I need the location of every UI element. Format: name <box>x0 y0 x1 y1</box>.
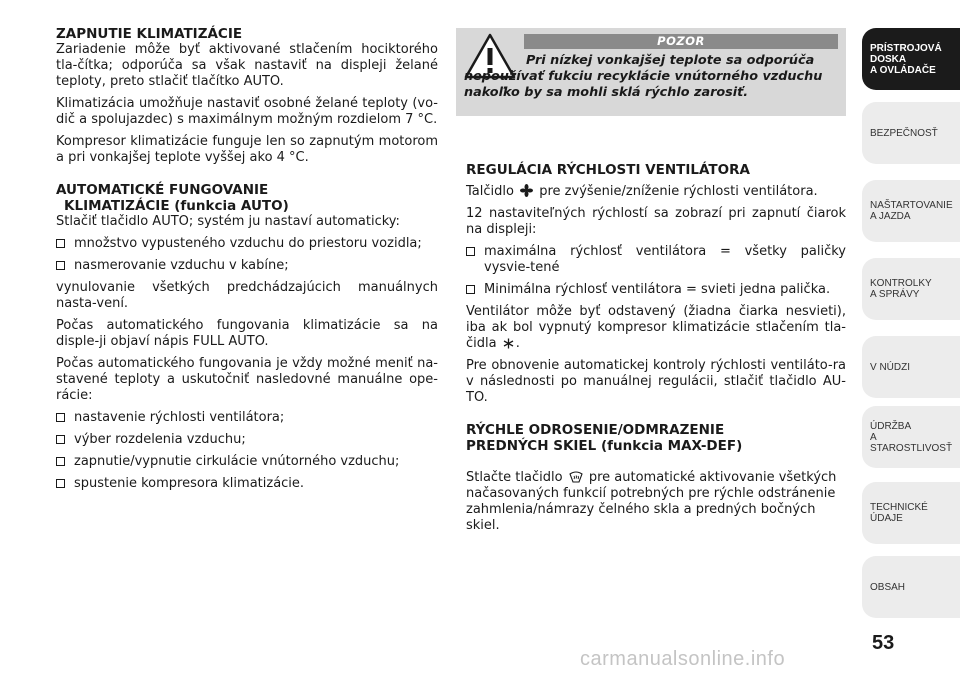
list-item <box>56 432 438 448</box>
tab-label: KONTROLKY A SPRÁVY <box>870 278 932 300</box>
tab-label: PRÍSTROJOVÁ DOSKA A OVLÁDAČE <box>870 42 942 76</box>
tab-obsah[interactable] <box>862 556 960 618</box>
heading-regulacia: REGULÁCIA RÝCHLOSTI VENTILÁTORA <box>466 162 750 178</box>
page-number: 53 <box>872 632 895 654</box>
text-fragment: Stlačte tlačidlo <box>466 470 563 485</box>
checkbox-bullet-icon <box>56 435 65 444</box>
paragraph: vynulovanie všetkých predchádzajúcich manuálnych nasta-vení. <box>56 280 438 311</box>
heading-sub: (funkcia AUTO) <box>174 198 289 214</box>
list-item <box>56 476 438 492</box>
list-item-text: nastavenie rýchlosti ventilátora; <box>74 410 285 425</box>
heading-sub: (funkcia MAX-DEF) <box>600 438 743 454</box>
paragraph: Klimatizácia umožňuje nastaviť osobné želané teploty (vo-dič a spolujazdec) s maximálnym možným rozdielom 7 °C. <box>56 96 438 127</box>
text-fragment: pre automatické aktivovanie všetkých načasovaných funkcií potrebných pre rýchle odstránenie zahmlenia/námrazy čelného skla a predných bočných skiel. <box>466 470 837 533</box>
paragraph: Počas automatického fungovania klimatizácie sa na disple-ji objaví nápis FULL AUTO. <box>56 318 438 349</box>
defrost-icon <box>569 471 583 483</box>
heading-zapnutie: ZAPNUTIE KLIMATIZÁCIE <box>56 26 243 42</box>
heading-line: KLIMATIZÁCIE <box>64 198 170 214</box>
paragraph: Pre obnovenie automatickej kontroly rýchlosti ventiláto-ra v následnosti po manuálnej regulácii, stlačiť tlačidlo AU-TO. <box>466 358 846 405</box>
tab-label: TECHNICKÉ ÚDAJE <box>870 502 928 524</box>
tab-pristrojova-doska[interactable] <box>862 28 960 90</box>
list-item-text: spustenie kompresora klimatizácie. <box>74 476 305 491</box>
paragraph <box>466 184 846 200</box>
list-item <box>56 258 438 274</box>
paragraph <box>466 470 846 534</box>
list-item-text: výber rozdelenia vzduchu; <box>74 432 246 447</box>
checkbox-bullet-icon <box>56 239 65 248</box>
list-item <box>466 244 846 276</box>
tab-label: NAŠTARTOVANIE A JAZDA <box>870 200 953 222</box>
text-fragment: . <box>515 336 520 351</box>
heading-line: RÝCHLE ODROSENIE/ODMRAZENIE <box>466 422 725 438</box>
text-fragment: pre zvýšenie/zníženie rýchlosti ventilátora. <box>539 184 818 199</box>
checkbox-bullet-icon <box>56 457 65 466</box>
paragraph: 12 nastaviteľných rýchlostí sa zobrazí pri zapnutí čiarok na displeji: <box>466 206 846 237</box>
list-item-text: maximálna rýchlosť ventilátora = všetky paličky vysvie-tené <box>484 244 846 275</box>
heading-rychle-odrosenie <box>466 422 846 454</box>
checkbox-bullet-icon <box>466 247 475 256</box>
watermark: carmanualsonline.info <box>580 648 786 670</box>
checkbox-bullet-icon <box>56 413 65 422</box>
tab-v-nudzi[interactable] <box>862 336 960 398</box>
checkbox-bullet-icon <box>56 261 65 270</box>
tab-label: OBSAH <box>870 581 906 593</box>
heading-line: AUTOMATICKÉ FUNGOVANIE <box>56 182 269 198</box>
text-fragment: Talčidlo <box>466 184 514 199</box>
left-column <box>56 26 438 498</box>
list-item-text: zapnutie/vypnutie cirkulácie vnútorného vzduchu; <box>74 454 400 469</box>
tab-technicke-udaje[interactable] <box>862 482 960 544</box>
checkbox-bullet-icon <box>56 479 65 488</box>
paragraph: Stlačiť tlačidlo AUTO; systém ju nastaví automaticky: <box>56 214 400 229</box>
tab-label: BEZPEČNOSŤ <box>870 127 938 139</box>
checkbox-bullet-icon <box>466 285 475 294</box>
text-fragment: Ventilátor môže byť odstavený (žiadna čiarka nesvieti), iba ak bol vypnutý kompresor klimatizácie stlačením tla-čidla <box>466 304 846 351</box>
list-item-text: množstvo vypusteného vzduchu do priestoru vozidla; <box>74 236 422 251</box>
list-item <box>56 410 438 426</box>
snowflake-icon <box>503 338 514 349</box>
tab-bezpecnost[interactable] <box>862 102 960 164</box>
list-item-text: nasmerovanie vzduchu v kabíne; <box>74 258 289 273</box>
heading-line: PREDNÝCH SKIEL <box>466 438 597 454</box>
paragraph: Počas automatického fungovania je vždy možné meniť na-stavené teploty a uskutočniť nasledovné manuálne ope-rácie: <box>56 356 438 403</box>
list-item <box>56 454 438 470</box>
tab-udrzba[interactable] <box>862 406 960 468</box>
tab-kontrolky[interactable] <box>862 258 960 320</box>
tab-label: ÚDRŽBA A STAROSTLIVOSŤ <box>870 420 953 454</box>
tab-label: V NÚDZI <box>870 361 910 373</box>
heading-automaticke <box>56 182 438 214</box>
fan-icon <box>520 184 533 197</box>
paragraph: Kompresor klimatizácie funguje len so zapnutým motorom a pri vonkajšej teplote vyššej ako 4 °C. <box>56 134 438 165</box>
warning-box <box>456 28 846 116</box>
list-item <box>466 282 846 298</box>
paragraph: Zariadenie môže byť aktivované stlačením hociktorého tla-čítka; odporúča sa však nastaviť na displeji želané teploty, preto stlačiť tlačítko AUTO. <box>56 42 438 89</box>
right-column <box>466 162 846 540</box>
warning-label: POZOR <box>524 34 838 49</box>
warning-text: Pri nízkej vonkajšej teplote sa odporúča nepoužívať fukciu recyklácie vnútorného vzduchu nakoľko by sa mohli sklá rýchlo zarosiť. <box>464 53 823 100</box>
paragraph <box>466 304 846 352</box>
tab-nastartovanie[interactable] <box>862 180 960 242</box>
list-item-text: Minimálna rýchlosť ventilátora = svieti jedna palička. <box>484 282 831 297</box>
list-item <box>56 236 438 252</box>
